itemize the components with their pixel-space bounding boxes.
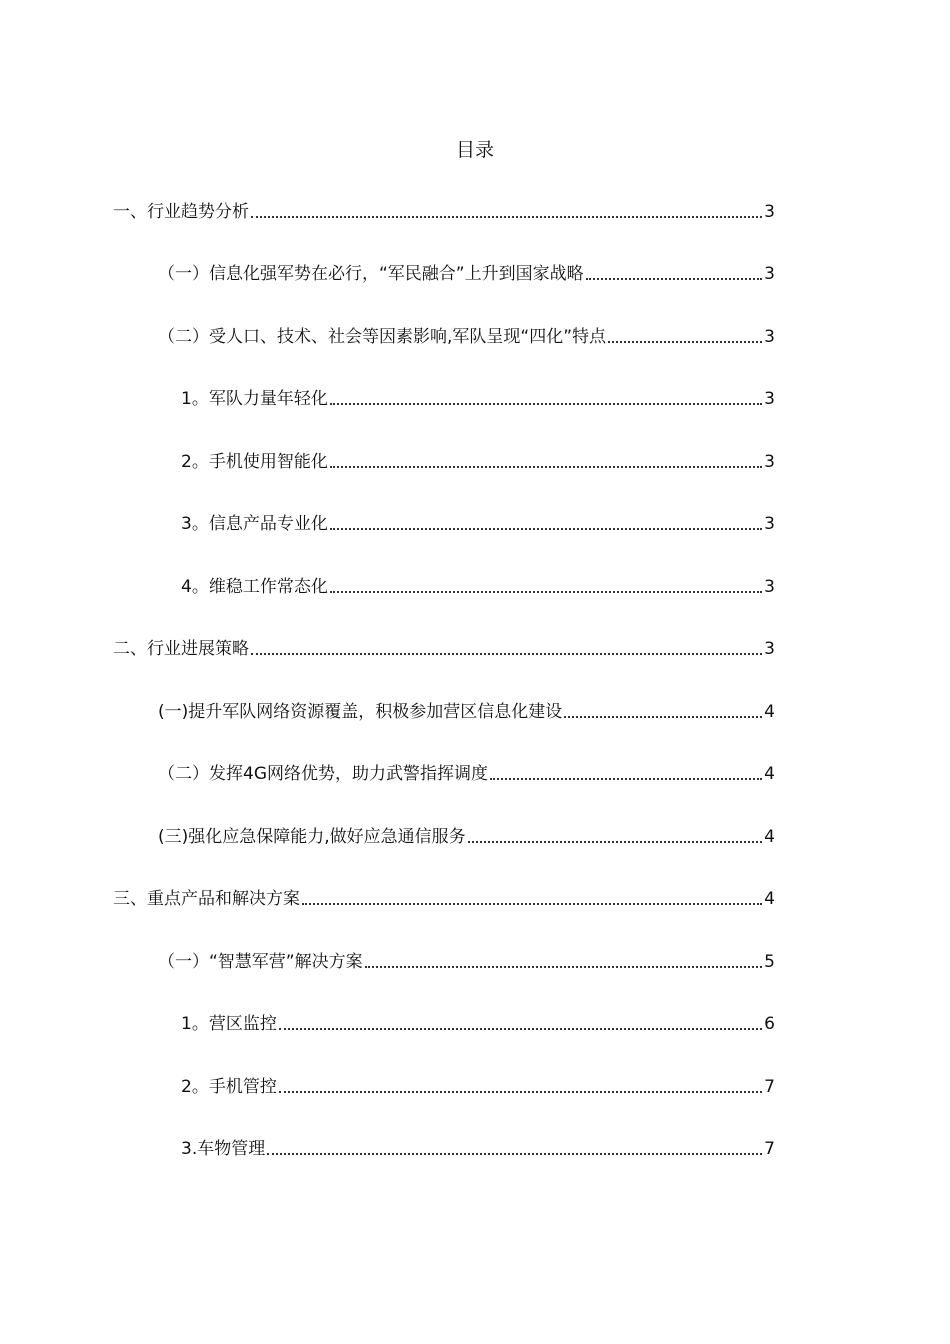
toc-entry[interactable] bbox=[181, 1135, 775, 1163]
toc-entry-label: 1。营区监控 bbox=[181, 1014, 277, 1034]
dot-leader bbox=[330, 465, 762, 468]
toc-entry[interactable] bbox=[158, 823, 775, 851]
toc-entry-label: 2。手机管控 bbox=[181, 1077, 277, 1097]
dot-leader bbox=[267, 1152, 762, 1155]
toc-entry-label: 2。手机使用智能化 bbox=[181, 452, 328, 472]
toc-entry-page-number: 7 bbox=[764, 1077, 775, 1097]
toc-entry-page-number: 3 bbox=[764, 452, 775, 472]
toc-entry-page-number: 4 bbox=[764, 889, 775, 909]
toc-entry-page-number: 3 bbox=[764, 389, 775, 409]
dot-leader bbox=[330, 527, 762, 530]
toc-entry[interactable] bbox=[113, 198, 775, 226]
toc-entry-label: （二）受人口、技术、社会等因素影响,军队呈现“四化”特点 bbox=[158, 327, 607, 347]
toc-entry-page-number: 6 bbox=[764, 1014, 775, 1034]
dot-leader bbox=[330, 590, 762, 593]
toc-entry[interactable] bbox=[158, 948, 775, 976]
toc-entry-label: (三)强化应急保障能力,做好应急通信服务 bbox=[158, 827, 466, 847]
toc-entry-page-number: 3 bbox=[764, 202, 775, 222]
toc-entry[interactable] bbox=[181, 1073, 775, 1101]
dot-leader bbox=[468, 840, 763, 843]
toc-entry-label: （一）“智慧军营”解决方案 bbox=[158, 952, 363, 972]
toc-entry-label: 一、行业趋势分析 bbox=[113, 202, 249, 222]
toc-entry-label: (一)提升军队网络资源覆盖，积极参加营区信息化建设 bbox=[158, 702, 563, 722]
toc-entry[interactable] bbox=[158, 323, 775, 351]
toc-entry-label: 三、重点产品和解决方案 bbox=[113, 889, 300, 909]
toc-entry[interactable] bbox=[113, 635, 775, 663]
toc-entry-page-number: 5 bbox=[764, 952, 775, 972]
dot-leader bbox=[365, 965, 763, 968]
toc-entry[interactable] bbox=[158, 760, 775, 788]
toc-entry-label: 1。军队力量年轻化 bbox=[181, 389, 328, 409]
dot-leader bbox=[586, 277, 763, 280]
dot-leader bbox=[279, 1027, 762, 1030]
dot-leader bbox=[564, 715, 762, 718]
toc-entry-label: 4。维稳工作常态化 bbox=[181, 577, 328, 597]
toc-entry[interactable] bbox=[181, 448, 775, 476]
toc-entry-label: 3.车物管理 bbox=[181, 1139, 266, 1159]
dot-leader bbox=[251, 215, 762, 218]
toc-entry[interactable] bbox=[113, 885, 775, 913]
toc-entry-label: （一）信息化强军势在必行，“军民融合”上升到国家战略 bbox=[158, 264, 584, 284]
toc-entry-page-number: 3 bbox=[764, 264, 775, 284]
toc-entry-page-number: 3 bbox=[764, 639, 775, 659]
toc-entry-page-number: 4 bbox=[764, 764, 775, 784]
toc-entry[interactable] bbox=[181, 385, 775, 413]
toc-entry[interactable] bbox=[181, 573, 775, 601]
toc-entry-page-number: 4 bbox=[764, 702, 775, 722]
toc-entry-label: （二）发挥4G网络优势，助力武警指挥调度 bbox=[158, 764, 488, 784]
toc-entry-page-number: 3 bbox=[764, 327, 775, 347]
toc-entry-page-number: 7 bbox=[764, 1139, 775, 1159]
toc-entry[interactable] bbox=[181, 1010, 775, 1038]
toc-entry-label: 二、行业进展策略 bbox=[113, 639, 249, 659]
toc-entry[interactable] bbox=[158, 698, 775, 726]
dot-leader bbox=[330, 402, 762, 405]
toc-entry-page-number: 4 bbox=[764, 827, 775, 847]
dot-leader bbox=[608, 340, 762, 343]
toc-entry[interactable] bbox=[181, 510, 775, 538]
toc-entry-page-number: 3 bbox=[764, 577, 775, 597]
toc-entry-page-number: 3 bbox=[764, 514, 775, 534]
dot-leader bbox=[279, 1090, 762, 1093]
toc-entry-label: 3。信息产品专业化 bbox=[181, 514, 328, 534]
toc-title: 目录 bbox=[455, 139, 494, 161]
dot-leader bbox=[251, 652, 762, 655]
toc-entry[interactable] bbox=[158, 260, 775, 288]
dot-leader bbox=[490, 777, 762, 780]
dot-leader bbox=[302, 902, 762, 905]
